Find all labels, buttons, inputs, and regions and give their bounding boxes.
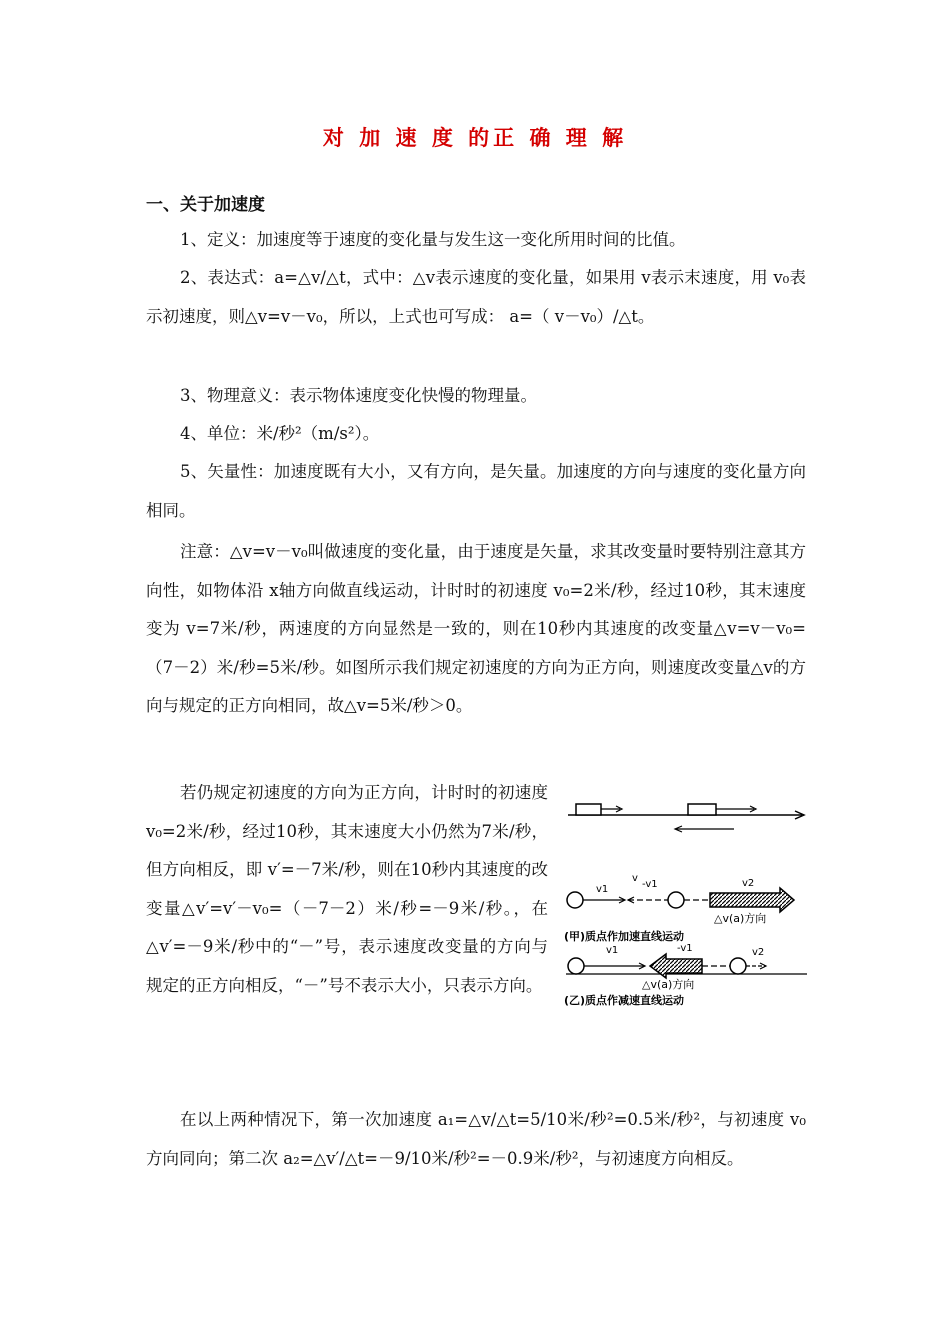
- paragraph-opposite-case: 若仍规定初速度的方向为正方向，计时时的初速度 v₀=2米/秒，经过10秒，其末速度大小仍然为7米/秒，但方向相反，即 v′=－7米/秒，则在10秒内其速度的改变量△v′=v′－v₀=（－7－2）米/秒=－9米/秒。，在△v′=－9米/秒中的“－”号，表示速度改变量的方向与规定的正方向相反，“－”号不表示大小，只表示方向。: [146, 783, 548, 995]
- caption-jia: (甲)质点作加速直线运动: [564, 930, 685, 943]
- diagram-yi: [564, 943, 807, 1007]
- label-minus-v1: -v1: [642, 879, 658, 890]
- page-title: 对 加 速 度 的正 确 理 解: [322, 126, 628, 150]
- paragraph-meaning: 3、物理意义：表示物体速度变化快慢的物理量。: [180, 386, 537, 405]
- label-v: v: [632, 873, 638, 884]
- paragraph-definition: 1、定义：加速度等于速度的变化量与发生这一变化所用时间的比值。: [180, 230, 686, 249]
- diagram-jia: [564, 873, 794, 943]
- label-v2-yi: v2: [752, 947, 765, 958]
- label-minus-v1-yi: -v1: [677, 943, 693, 954]
- label-dv-jia: △v(a)方向: [714, 912, 767, 925]
- label-dv-yi: △v(a)方向: [642, 978, 695, 991]
- paragraph-vector: 5、矢量性：加速度既有大小，又有方向，是矢量。加速度的方向与速度的变化量方向相同。: [146, 462, 806, 520]
- paragraph-expression: 2、表达式：a=△v/△t，式中：△v表示速度的变化量，如果用 v表示末速度，用 v₀表示初速度，则△v=v－v₀，所以，上式也可写成： a=（ v－v₀）/△t。: [146, 268, 806, 326]
- paragraph-unit: 4、单位：米/秒²（m/s²）。: [180, 424, 380, 443]
- label-v2: v2: [742, 878, 755, 889]
- label-v1-yi: v1: [606, 945, 619, 956]
- paragraph-note: 注意：△v=v－v₀叫做速度的变化量，由于速度是矢量，求其改变量时要特别注意其方向性，如物体沿 x轴方向做直线运动，计时时的初速度 v₀=2米/秒，经过10秒，其末速度变为 v=7米/秒，两速度的方向显然是一致的，则在10秒内其速度的改变量△v=v－v₀=（7－2）米/秒=5米/秒。如图所示我们规定初速度的方向为正方向，则速度改变量△v的方向与规定的正方向相同，故△v=5米/秒＞0。: [146, 542, 806, 715]
- motion-figure: [562, 788, 812, 1018]
- label-v1: v1: [596, 884, 609, 895]
- top-diagram: [568, 804, 804, 832]
- section-heading: 一、关于加速度: [146, 195, 265, 215]
- paragraph-summary: 在以上两种情况下，第一次加速度 a₁=△v/△t=5/10米/秒²=0.5米/秒²，与初速度 v₀方向同向；第二次 a₂=△v′/△t=－9/10米/秒²=－0.9米/秒²，与初速度方向相反。: [146, 1110, 806, 1168]
- caption-yi: (乙)质点作减速直线运动: [564, 994, 685, 1007]
